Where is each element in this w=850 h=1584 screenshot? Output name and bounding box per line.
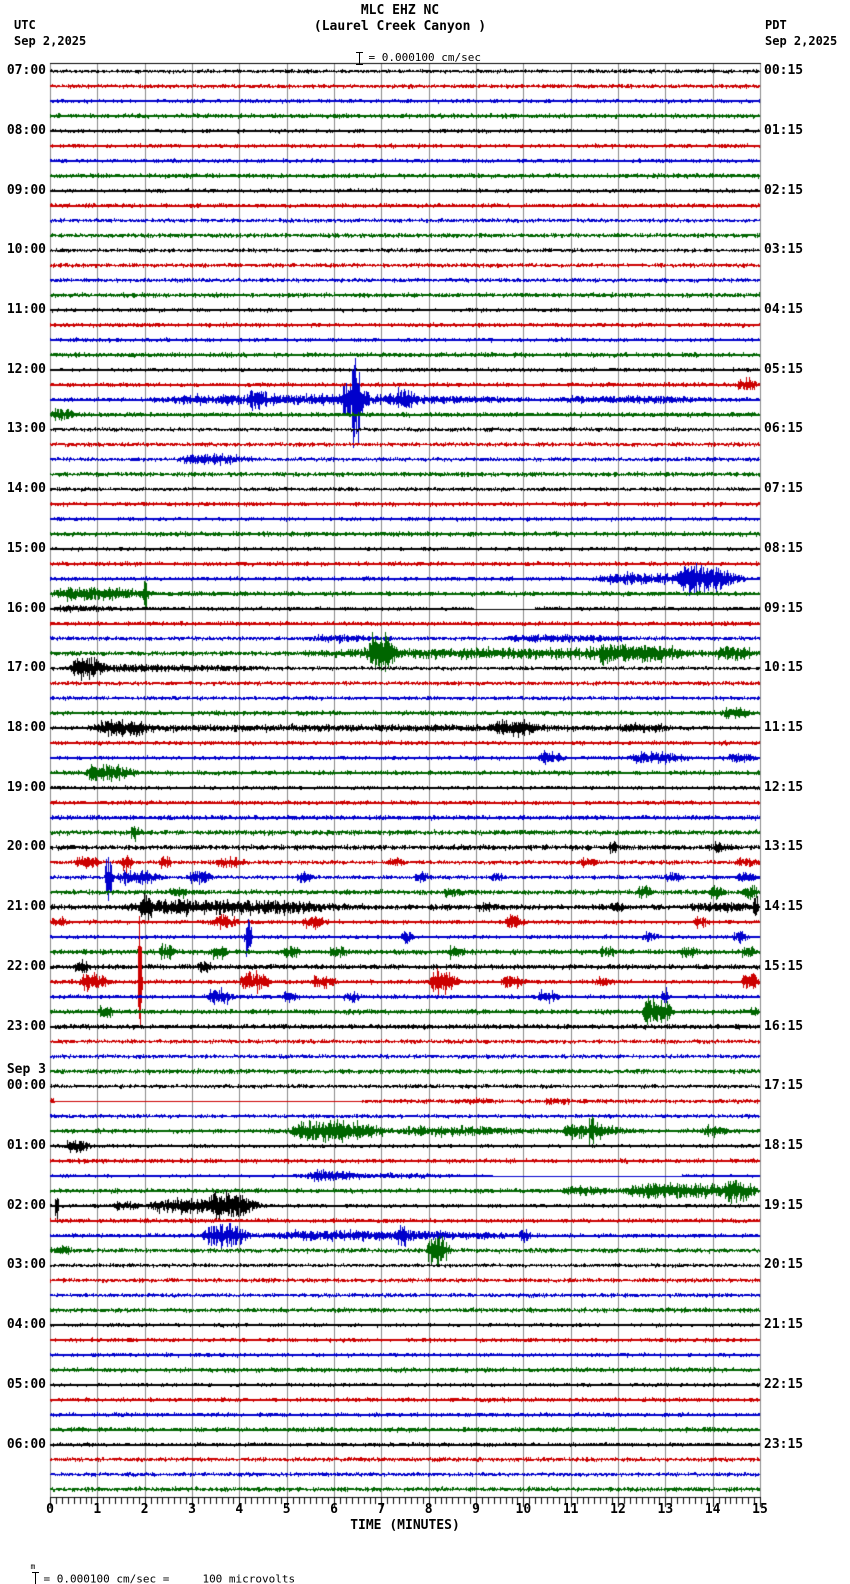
utc-hour-label: 21:00 [6,899,46,915]
utc-hour-label: 03:00 [6,1257,46,1273]
x-axis-tick-label: 1 [93,1502,102,1517]
x-axis-title: TIME (MINUTES) [350,1518,460,1533]
x-axis-tick-label: 5 [282,1502,291,1517]
left-date-label: Sep 2,2025 [14,34,87,48]
utc-hour-label: 12:00 [6,361,46,377]
x-axis-tick-label: 6 [330,1502,338,1517]
pdt-hour-label: 05:15 [764,361,804,377]
utc-hour-label: 00:00 [6,1078,46,1094]
x-axis-tick-label: 7 [377,1502,386,1517]
pdt-hour-label: 13:15 [764,839,804,855]
left-timezone-label: UTC [14,18,36,32]
utc-hour-label: 10:00 [6,242,46,258]
pdt-hour-label: 19:15 [764,1197,804,1213]
pdt-hour-label: 04:15 [764,302,804,318]
right-date-label: Sep 2,2025 [765,34,838,48]
amplitude-scale [0,38,810,78]
pdt-hour-label: 02:15 [764,182,804,198]
utc-hour-label: 16:00 [6,600,46,616]
pdt-hour-label: 23:15 [764,1436,804,1452]
utc-hour-label: 23:00 [6,1018,46,1034]
pdt-hour-label: 03:15 [764,242,804,258]
pdt-hour-label: 15:15 [764,958,804,974]
station-title: MLC EHZ NC [360,3,440,18]
scale-ibeam-icon [355,52,364,65]
footer-ibeam-icon [31,1572,40,1584]
footer-scale-text: = 0.000100 cm/sec = 100 microvolts [43,1572,296,1584]
x-axis-tick-label: 14 [704,1502,721,1517]
utc-hour-label: 06:00 [6,1436,46,1452]
utc-hour-label: 17:00 [6,660,46,676]
pdt-hour-label: 18:15 [764,1137,804,1153]
pdt-hour-label: 09:15 [764,600,804,616]
pdt-hour-label: 00:15 [764,63,804,79]
x-axis-tick-label: 0 [46,1502,54,1517]
utc-hour-label: 18:00 [6,720,46,735]
pdt-hour-label: 14:15 [764,899,804,915]
x-axis-tick-label: 4 [235,1502,244,1517]
utc-hour-label: 19:00 [6,779,46,795]
date-rollover-label: Sep 3 [6,1062,46,1078]
utc-hour-label: 02:00 [6,1197,46,1213]
utc-hour-label: 14:00 [6,481,46,497]
location-subtitle: (Laurel Creek Canyon ) [313,19,487,34]
x-axis-tick-label: 3 [188,1502,196,1517]
utc-hour-label: 07:00 [6,63,46,79]
x-axis-tick-label: 12 [610,1502,626,1517]
x-axis-tick-label: 15 [752,1502,768,1517]
pdt-hour-label: 10:15 [764,660,804,676]
utc-hour-label: 13:00 [6,421,46,437]
utc-hour-label: 01:00 [6,1137,46,1153]
x-axis-tick-label: 10 [515,1502,532,1517]
utc-hour-label: 09:00 [6,182,46,198]
pdt-hour-label: 22:15 [764,1376,804,1392]
x-axis-tick-label: 8 [424,1502,433,1517]
pdt-hour-label: 08:15 [764,540,804,556]
utc-hour-label: 15:00 [6,540,46,556]
pdt-hour-label: 01:15 [764,122,804,138]
utc-hour-label: 05:00 [6,1376,46,1392]
utc-hour-label: 22:00 [6,958,46,974]
utc-hour-label: 20:00 [6,839,46,855]
right-timezone-label: PDT [765,18,787,32]
pdt-hour-label: 06:15 [764,421,804,437]
scale-label: = 0.000100 cm/sec [368,51,482,64]
pdt-hour-label: 16:15 [764,1018,804,1034]
x-axis-tick-label: 2 [140,1502,149,1517]
utc-hour-label: 08:00 [6,122,46,138]
pdt-hour-label: 11:15 [764,720,804,735]
utc-hour-label: 11:00 [6,302,46,318]
pdt-hour-label: 21:15 [764,1317,804,1333]
x-axis-tick-label: 13 [657,1502,674,1517]
pdt-hour-label: 20:15 [764,1257,804,1273]
footer-scale-mark: m [30,1562,36,1571]
pdt-hour-label: 17:15 [764,1078,804,1094]
pdt-hour-label: 07:15 [764,481,804,497]
x-axis-tick-label: 11 [562,1502,579,1517]
pdt-hour-label: 12:15 [764,779,804,795]
x-axis-tick-label: 9 [472,1502,480,1517]
utc-hour-label: 04:00 [6,1317,46,1333]
footer-scale-note [4,1546,295,1584]
